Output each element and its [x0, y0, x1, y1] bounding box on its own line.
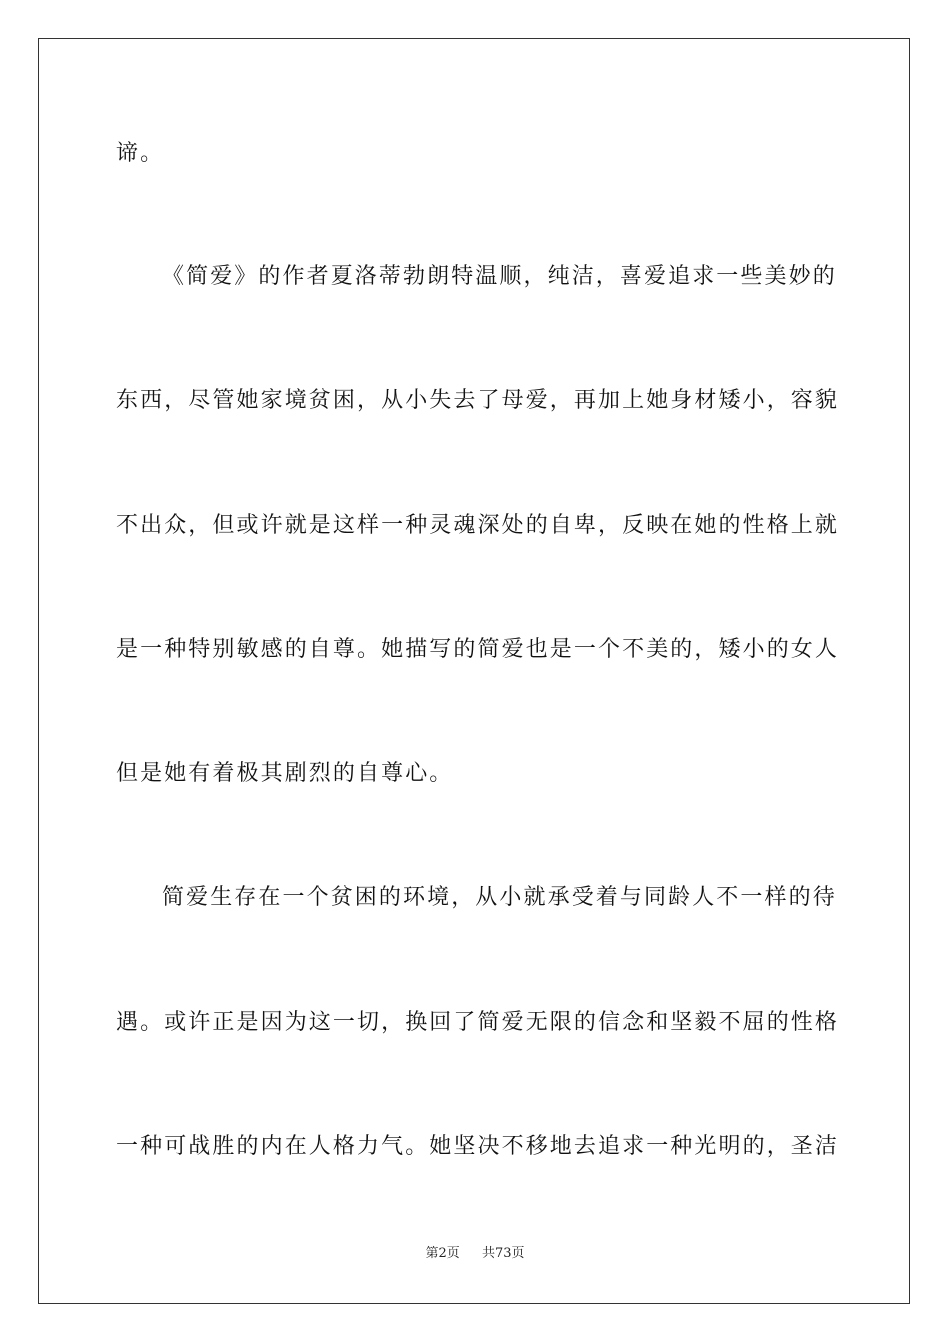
page-footer — [0, 1245, 950, 1263]
text-line: 但是她有着极其剧烈的自尊心。 — [116, 761, 454, 786]
total-pages: 共73页 — [482, 1246, 525, 1261]
paragraph-start-line: 简爱生存在一个贫困的环境，从小就承受着与同龄人不一样的待 — [162, 885, 837, 910]
text-line: 不出众，但或许就是这样一种灵魂深处的自卑，反映在她的性格上就 — [116, 513, 840, 538]
paragraph-start-line: 《简爱》的作者夏洛蒂勃朗特温顺，纯洁，喜爱追求一些美妙的 — [162, 264, 837, 289]
text-line: 谛。 — [116, 141, 165, 166]
text-line: 遇。或许正是因为这一切，换回了简爱无限的信念和坚毅不屈的性格 — [116, 1010, 840, 1035]
text-line: 是一种特别敏感的自尊。她描写的简爱也是一个不美的，矮小的女人 — [116, 637, 840, 662]
text-line: 东西，尽管她家境贫困，从小失去了母爱，再加上她身材矮小，容貌 — [116, 388, 840, 413]
text-line: 一种可战胜的内在人格力气。她坚决不移地去追求一种光明的，圣洁 — [116, 1134, 840, 1159]
page-number: 第2页 — [425, 1246, 460, 1261]
page-border — [38, 38, 910, 1304]
